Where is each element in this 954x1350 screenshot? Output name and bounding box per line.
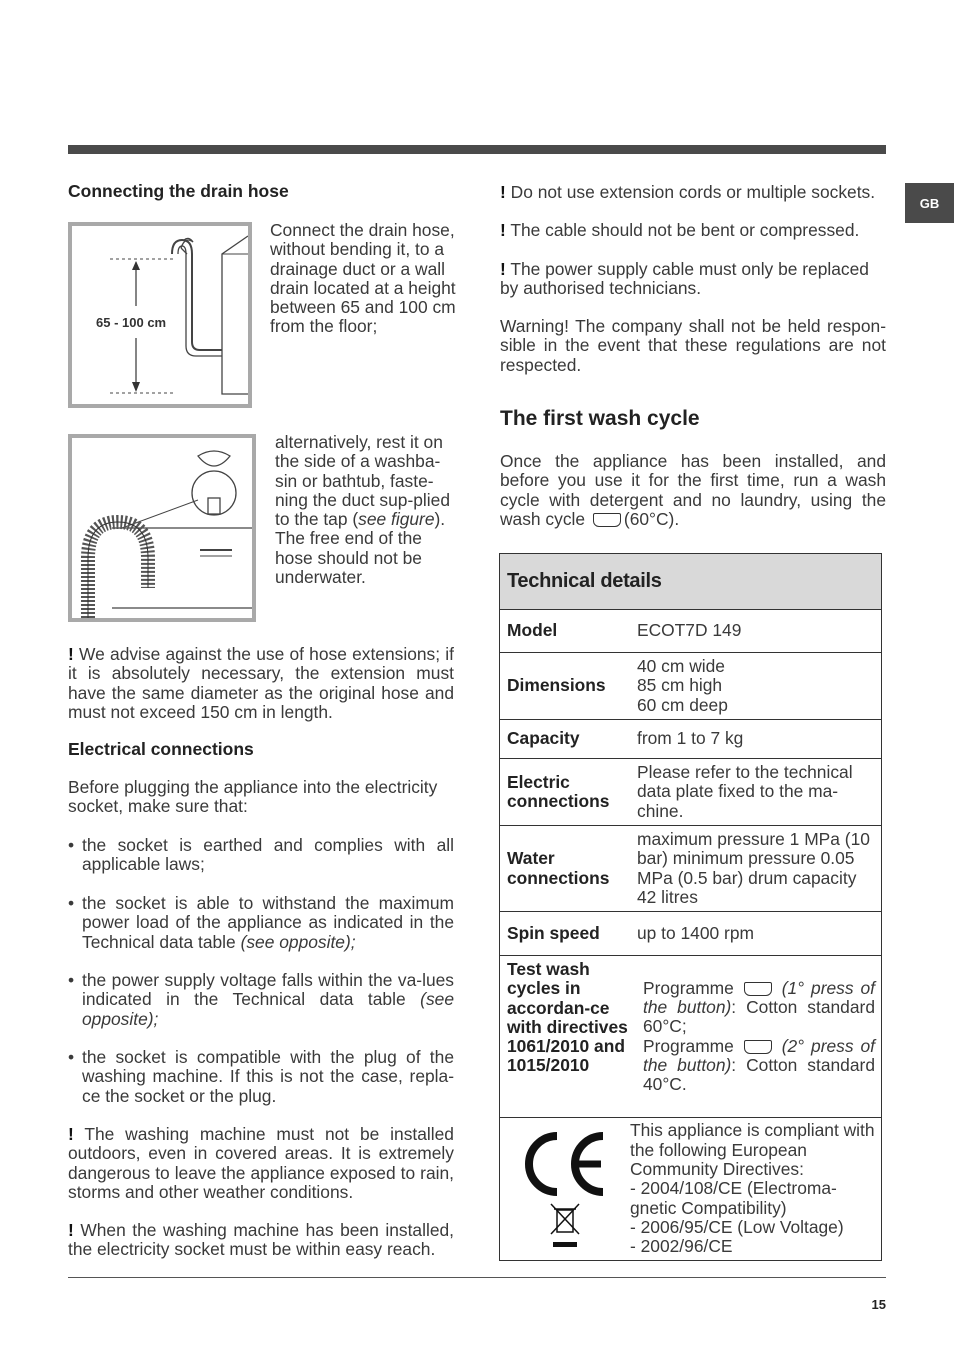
electrical-bullet-2: • the socket is able to withstand the maximum power load of the appliance as indicated in the Technical data table (see opposite); — [68, 894, 454, 952]
language-tab: GB — [905, 183, 954, 223]
table-row-test-cycles: Test wash cycles in accordan-ce with directives 1061/2010 and 1015/2010 Programme (1° press of the button): Cotton standard 60°C; Programme (2° press of the button): Cotton standard 40°C. — [500, 955, 881, 1117]
page-number: 15 — [871, 1297, 886, 1312]
technical-details-table — [499, 553, 882, 1261]
socket-reach-warning: ! When the washing machine has been installed, the electricity socket must be within easy reach. — [68, 1220, 454, 1260]
note-extension-cords: ! Do not use extension cords or multiple sockets. — [500, 182, 876, 202]
drain-text-1: Connect the drain hose, without bending it, to a drainage duct or a wall drain located at a height between 65 and 100 cm from the floor; — [270, 220, 456, 337]
first-wash-text: Once the appliance has been installed, and before you use it for the first time, run a wash cycle with detergent and no laundry, using the wash cycle (60°C). — [500, 451, 886, 529]
electrical-bullet-4: • the socket is compatible with the plug of the washing machine. If this is not the case, repla-ce the socket or the plug. — [68, 1048, 454, 1106]
table-row-dimensions: Dimensions 40 cm wide 85 cm high 60 cm deep — [500, 652, 881, 719]
height-range-label: 65 - 100 cm — [96, 315, 167, 330]
footer-rule — [68, 1277, 886, 1278]
company-warning: Warning! The company shall not be held respon-sible in the event that these regulations are not respected. — [500, 316, 886, 375]
electrical-heading: Electrical connections — [68, 739, 254, 759]
note-cable-bent: ! The cable should not be bent or compressed. — [500, 220, 860, 240]
table-row-water: Water connections maximum pressure 1 MPa (10 bar) minimum pressure 0.05 MPa (0.5 bar) drum capacity 42 litres — [500, 825, 881, 911]
table-title: Technical details — [500, 554, 881, 609]
cotton-programme-icon — [744, 982, 772, 996]
electrical-bullet-3: • the power supply voltage falls within the va-lues indicated in the Technical data table (see opposite); — [68, 971, 454, 1029]
cotton-programme-icon — [744, 1040, 772, 1054]
drain-hose-heading: Connecting the drain hose — [68, 181, 289, 201]
washbasin-figure — [68, 434, 256, 622]
table-row-spin: Spin speed up to 1400 rpm — [500, 911, 881, 955]
electrical-intro: Before plugging the appliance into the electricity socket, make sure that: — [68, 777, 438, 817]
note-cable-replace: ! The power supply cable must only be replaced by authorised technicians. — [500, 259, 869, 299]
first-wash-heading: The first wash cycle — [500, 407, 700, 430]
hose-extension-note: ! We advise against the use of hose extensions; if it is absolutely necessary, the extension must have the same diameter as the original hose and must not exceed 150 cm in length. — [68, 644, 454, 722]
table-row-model: Model ECOT7D 149 — [500, 609, 881, 652]
cotton-programme-icon — [593, 513, 621, 527]
outdoor-warning: ! The washing machine must not be installed outdoors, even in covered areas. It is extremely dangerous to leave the appliance exposed to rain, storms and other weather conditions. — [68, 1124, 454, 1202]
drain-height-illustration — [72, 226, 248, 404]
electrical-bullet-1: • the socket is earthed and complies with all applicable laws; — [68, 836, 454, 875]
washbasin-illustration — [72, 438, 252, 618]
table-row-electric: Electric connections Please refer to the technical data plate fixed to the ma-chine. — [500, 758, 881, 825]
header-bar — [68, 145, 886, 154]
table-row-capacity: Capacity from 1 to 7 kg — [500, 719, 881, 758]
table-row-compliance: This appliance is compliant with the following European Community Directives: - 2004/108/CE (Electroma-gnetic Compatibility) - 2006/95/CE (Low Voltage) - 2002/96/CE — [500, 1117, 881, 1260]
drain-height-figure — [68, 222, 252, 408]
weee-bin-icon — [545, 1200, 585, 1250]
drain-text-2: alternatively, rest it on the side of a washba-sin or bathtub, faste-ning the duct sup-plied to the tap (see figure). The free end of the hose should not be underwater. — [275, 432, 450, 588]
ce-mark-icon — [517, 1128, 613, 1200]
